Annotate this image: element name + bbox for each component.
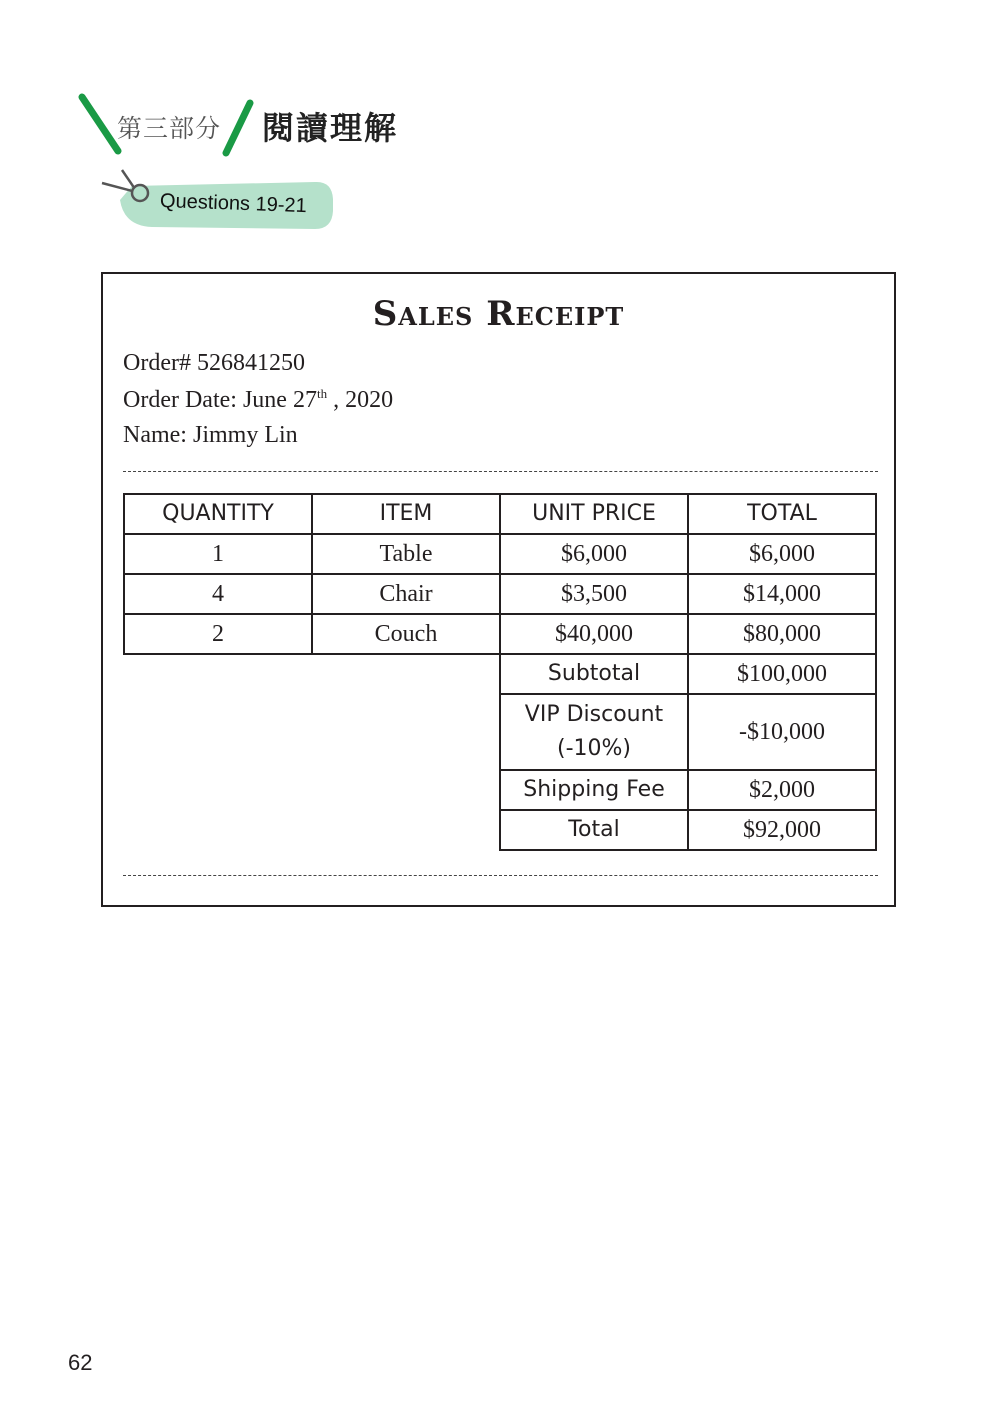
order-date-label: Order Date: — [123, 387, 243, 413]
sales-receipt — [101, 272, 896, 907]
total-value: $92,000 — [688, 810, 876, 850]
customer-name-label: Name: — [123, 422, 193, 448]
order-date-year: , 2020 — [327, 387, 394, 413]
customer-name: Jimmy Lin — [192, 422, 298, 448]
row-total: $14,000 — [688, 574, 876, 614]
discount-label-line2: (-10%) — [556, 736, 631, 761]
column-header-quantity: QUANTITY — [124, 494, 312, 534]
table-row — [124, 574, 876, 614]
order-date-month-day: June 27 — [242, 387, 317, 413]
order-date-line — [123, 386, 393, 414]
column-header-unit-price: UNIT PRICE — [500, 494, 688, 534]
left-slash-line — [82, 97, 118, 151]
customer-name-line — [123, 422, 298, 449]
subtotal-value: $100,000 — [688, 654, 876, 694]
right-slash-line — [226, 103, 250, 153]
row-item: Chair — [312, 574, 500, 614]
shipping-label: Shipping Fee — [500, 770, 688, 810]
order-date-suffix: th — [316, 386, 328, 401]
order-number: 526841250 — [196, 350, 305, 376]
receipt-title: Sales Receipt — [372, 294, 625, 334]
row-quantity: 1 — [124, 534, 312, 574]
page-number: 62 — [68, 1350, 93, 1375]
table-row — [124, 534, 876, 574]
subtotal-row — [124, 654, 876, 694]
dashed-divider-top — [123, 471, 878, 472]
row-unit-price: $3,500 — [500, 574, 688, 614]
order-number-line — [123, 350, 305, 377]
subtotal-label: Subtotal — [500, 654, 688, 694]
discount-value: -$10,000 — [688, 694, 876, 770]
total-label: Total — [500, 810, 688, 850]
row-unit-price: $40,000 — [500, 614, 688, 654]
discount-label-line1: VIP Discount — [524, 701, 664, 727]
items-table — [123, 493, 877, 851]
order-number-label: Order# — [123, 350, 197, 376]
row-item: Table — [312, 534, 500, 574]
row-unit-price: $6,000 — [500, 534, 688, 574]
column-header-item: ITEM — [312, 494, 500, 534]
row-total: $80,000 — [688, 614, 876, 654]
summary-spacer — [124, 654, 500, 850]
row-item: Couch — [312, 614, 500, 654]
tag-hole-circle — [132, 185, 148, 201]
column-header-total: TOTAL — [688, 494, 876, 534]
row-quantity: 2 — [124, 614, 312, 654]
question-range-tag: Questions 19-21 — [159, 190, 308, 218]
part-label: 第三部分 — [117, 114, 222, 143]
dashed-divider-bottom — [123, 875, 878, 876]
table-row — [124, 614, 876, 654]
part-title: 閱讀理解 — [262, 109, 399, 147]
shipping-value: $2,000 — [688, 770, 876, 810]
row-total: $6,000 — [688, 534, 876, 574]
table-header-row — [124, 494, 876, 534]
row-quantity: 4 — [124, 574, 312, 614]
discount-label — [500, 694, 688, 770]
